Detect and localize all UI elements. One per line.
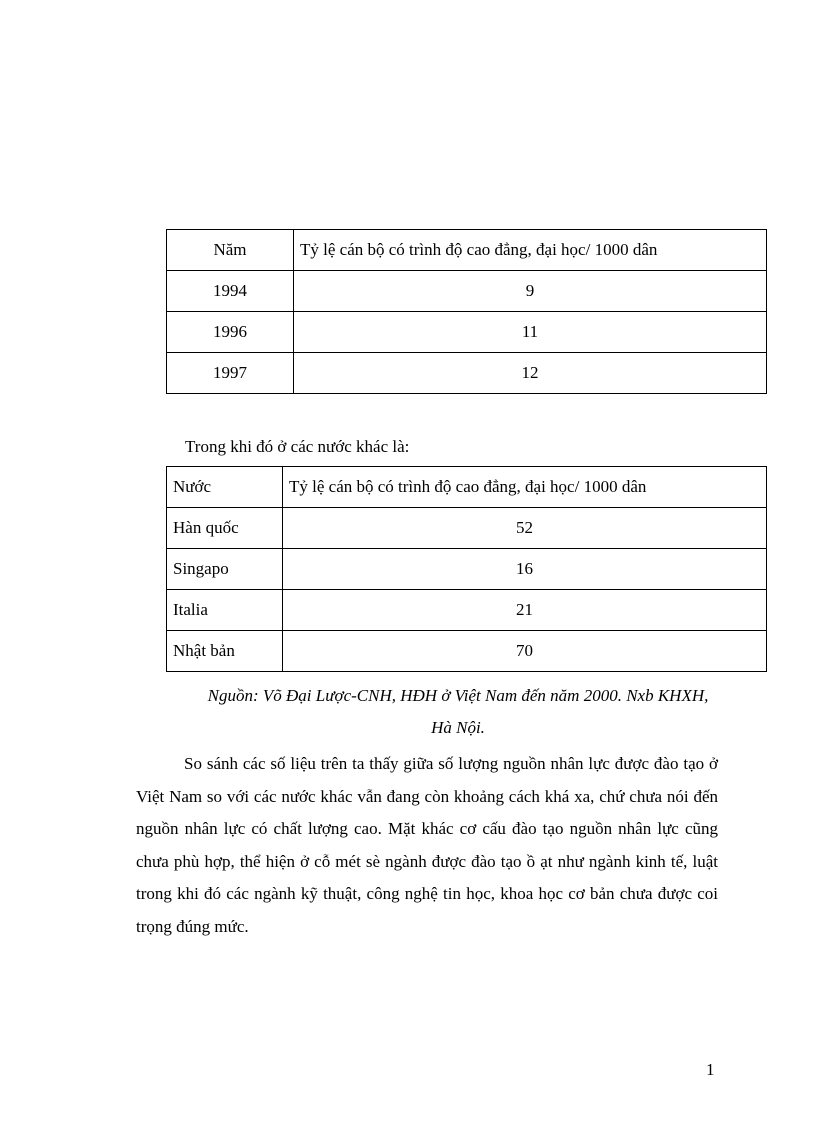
table-header-row (167, 230, 767, 271)
vietnam-ratio-table (166, 229, 767, 394)
cell-year: 1994 (167, 271, 294, 312)
cell-ratio: 70 (283, 631, 767, 672)
cell-ratio: 11 (294, 312, 767, 353)
table-row (167, 549, 767, 590)
table-row (167, 271, 767, 312)
table-header-row (167, 467, 767, 508)
header-country: Nước (167, 467, 283, 508)
cell-country: Singapo (167, 549, 283, 590)
source-line-1: Nguồn: Võ Đại Lược-CNH, HĐH ở Việt Nam đến năm 2000. Nxb KHXH, (207, 686, 709, 705)
cell-ratio: 52 (283, 508, 767, 549)
header-ratio: Tỷ lệ cán bộ có trình độ cao đẳng, đại học/ 1000 dân (283, 467, 767, 508)
cell-year: 1996 (167, 312, 294, 353)
cell-ratio: 21 (283, 590, 767, 631)
header-ratio: Tỷ lệ cán bộ có trình độ cao đẳng, đại học/ 1000 dân (294, 230, 767, 271)
source-citation (138, 680, 778, 744)
intro-text: Trong khi đó ở các nước khác là: (185, 437, 410, 456)
table-row (167, 590, 767, 631)
cell-country: Hàn quốc (167, 508, 283, 549)
source-line-2: Hà Nội. (431, 718, 485, 737)
header-year: Năm (167, 230, 294, 271)
table-row (167, 312, 767, 353)
cell-ratio: 12 (294, 353, 767, 394)
table-row (167, 508, 767, 549)
cell-ratio: 16 (283, 549, 767, 590)
body-paragraph: So sánh các số liệu trên ta thấy giữa số lượng nguồn nhân lực được đào tạo ở Việt Nam so với các nước khác vẫn đang còn khoảng cách khá xa, chứ chưa nói đến nguồn nhân lực có chất lượng cao. Mặt khác cơ cấu đào tạo nguồn nhân lực cũng chưa phù hợp, thể hiện ở cỗ mét sè ngành được đào tạo ồ ạt như ngành kinh tế, luật trong khi đó các ngành kỹ thuật, công nghệ tin học, khoa học cơ bản chưa được coi trọng đúng mức. (136, 754, 718, 936)
cell-country: Nhật bản (167, 631, 283, 672)
table-row (167, 631, 767, 672)
table-row (167, 353, 767, 394)
cell-ratio: 9 (294, 271, 767, 312)
country-ratio-table (166, 466, 767, 672)
page-number: 1 (706, 1060, 715, 1079)
cell-year: 1997 (167, 353, 294, 394)
cell-country: Italia (167, 590, 283, 631)
